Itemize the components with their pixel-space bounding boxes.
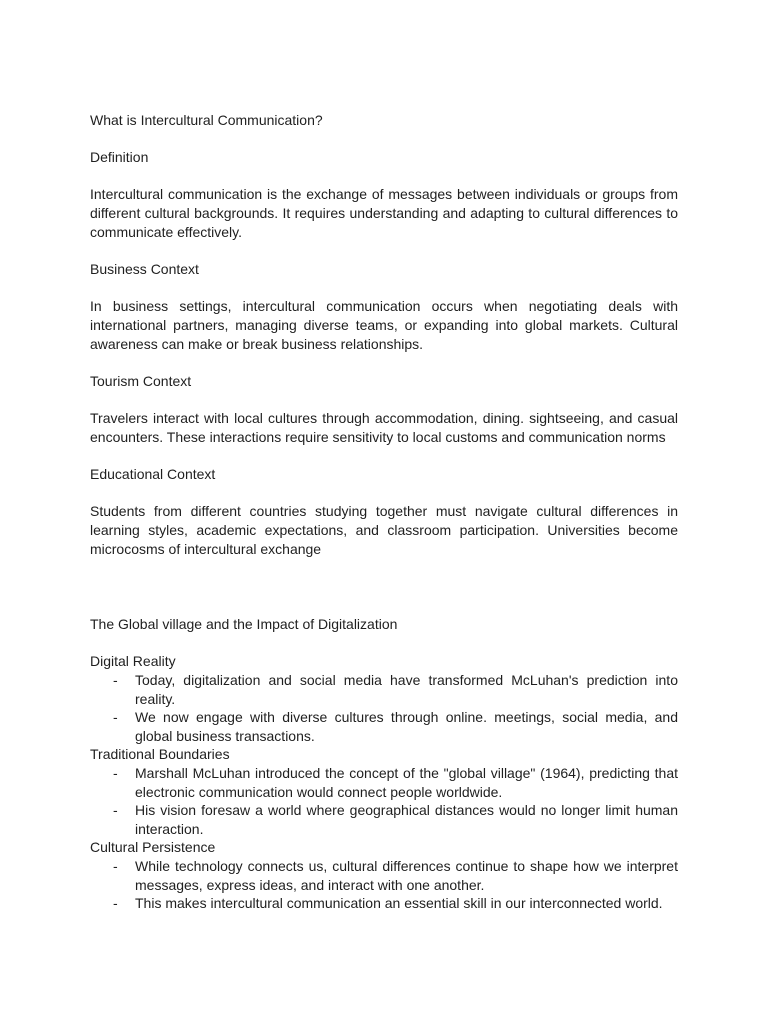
- bullet-dash: -: [113, 709, 118, 725]
- section-heading-business: Business Context: [90, 261, 199, 277]
- list-item: [90, 801, 678, 838]
- section-heading-educational: Educational Context: [90, 466, 216, 482]
- global-village-title: The Global village and the Impact of Digitalization: [90, 616, 398, 632]
- bullet-dash: -: [113, 802, 118, 818]
- list-item-text: Marshall McLuhan introduced the concept of the "global village" (1964), predicting that electronic communication would connect people worldwide.: [135, 765, 678, 800]
- list-item-text: While technology connects us, cultural differences continue to shape how we interpret messages, express ideas, and interact with one another.: [135, 858, 678, 893]
- bullet-list-traditional-boundaries: [90, 764, 678, 838]
- bullet-dash: -: [113, 895, 118, 911]
- bullet-list-cultural-persistence: [90, 857, 678, 913]
- list-item: [90, 894, 678, 913]
- list-item: [90, 708, 678, 745]
- section-heading-tourism: Tourism Context: [90, 373, 192, 389]
- section-text-definition: Intercultural communication is the exchange of messages between individuals or groups from different cultural backgrounds. It requires understanding and adapting to cultural differences to communicate effectively.: [90, 186, 678, 240]
- section-text-educational: Students from different countries studying together must navigate cultural differences in learning styles, academic expectations, and classroom participation. Universities become microcosms of intercultural exchange: [90, 503, 678, 557]
- section-text-business: In business settings, intercultural communication occurs when negotiating deals with international partners, managing diverse teams, or expanding into global markets. Cultural awareness can make or break business relationships.: [90, 298, 678, 352]
- bullet-list-digital-reality: [90, 671, 678, 745]
- group-label-digital-reality: Digital Reality: [90, 653, 176, 669]
- document-page: [90, 111, 678, 913]
- bullet-dash: -: [113, 858, 118, 874]
- list-item-text: This makes intercultural communication an essential skill in our interconnected world.: [135, 895, 663, 911]
- list-item-text: His vision foresaw a world where geographical distances would no longer limit human interaction.: [135, 802, 678, 837]
- group-label-cultural-persistence: Cultural Persistence: [90, 839, 216, 855]
- list-item: [90, 671, 678, 708]
- bullet-dash: -: [113, 765, 118, 781]
- list-item: [90, 857, 678, 894]
- section-heading-definition: Definition: [90, 149, 149, 165]
- list-item: [90, 764, 678, 801]
- list-item-text: Today, digitalization and social media have transformed McLuhan's prediction into reality.: [135, 672, 678, 707]
- section-text-tourism: Travelers interact with local cultures through accommodation, dining. sightseeing, and casual encounters. These interactions require sensitivity to local customs and communication norms: [90, 410, 678, 445]
- list-item-text: We now engage with diverse cultures through online. meetings, social media, and global business transactions.: [135, 709, 678, 744]
- bullet-dash: -: [113, 672, 118, 688]
- group-label-traditional-boundaries: Traditional Boundaries: [90, 746, 230, 762]
- document-title: What is Intercultural Communication?: [90, 112, 323, 128]
